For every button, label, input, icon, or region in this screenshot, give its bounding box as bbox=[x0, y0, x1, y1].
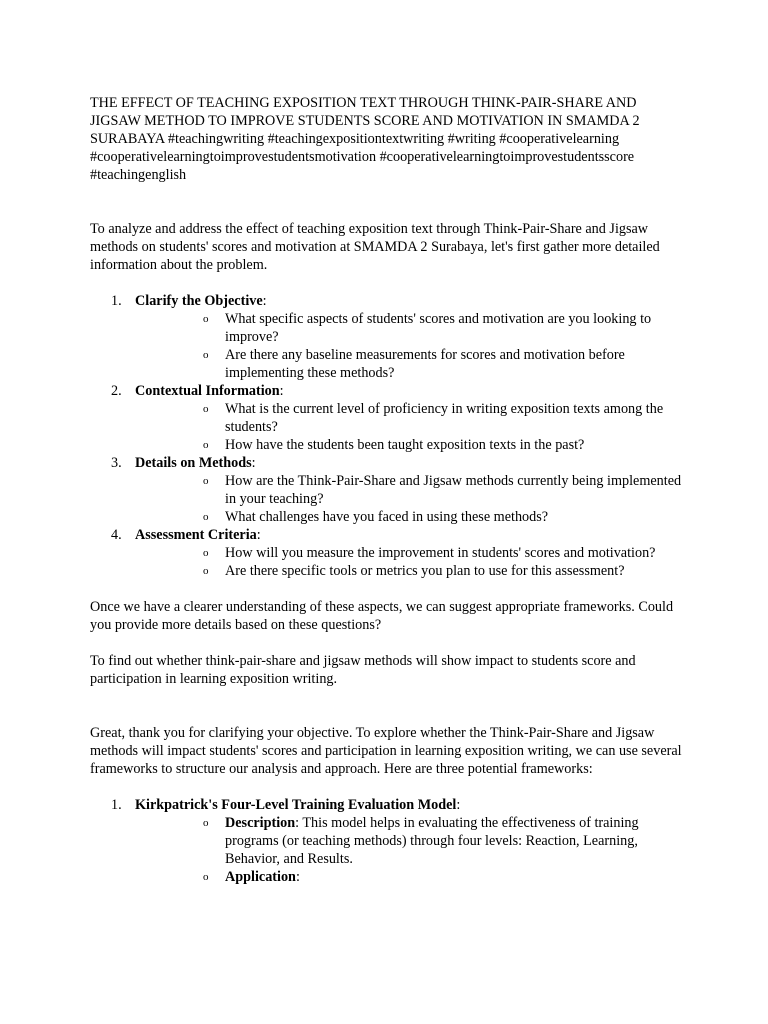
question-list bbox=[90, 292, 690, 580]
heading-colon: : bbox=[262, 293, 267, 309]
question-item bbox=[135, 544, 690, 562]
heading-colon: : bbox=[251, 455, 256, 471]
objective-paragraph: To find out whether think-pair-share and jigsaw methods will show impact to students score and participation in learning exposition writing. bbox=[90, 653, 636, 687]
framework-heading: Kirkpatrick's Four-Level Training Evaluation Model bbox=[135, 797, 457, 813]
bullet-icon: o bbox=[203, 871, 209, 883]
list-number: 2. bbox=[111, 383, 122, 399]
question-text: What specific aspects of students' scores and motivation are you looking to improve? bbox=[225, 311, 652, 345]
bullet-icon: o bbox=[203, 475, 209, 487]
list-number: 4. bbox=[111, 527, 122, 543]
question-text: How will you measure the improvement in students' scores and motivation? bbox=[225, 545, 656, 561]
list-number: 3. bbox=[111, 455, 122, 471]
sub-item-application bbox=[135, 868, 690, 886]
question-item bbox=[135, 346, 690, 382]
description-label: Description bbox=[225, 815, 296, 831]
spacer bbox=[90, 184, 690, 220]
application-text: : bbox=[295, 869, 300, 885]
heading-colon: : bbox=[279, 383, 284, 399]
question-text: Are there specific tools or metrics you plan to use for this assessment? bbox=[225, 563, 625, 579]
question-sublist bbox=[135, 310, 690, 382]
spacer bbox=[90, 580, 690, 598]
heading-colon: : bbox=[256, 527, 261, 543]
framework-list bbox=[90, 796, 690, 886]
framework-sublist bbox=[135, 814, 690, 886]
heading-colon: : bbox=[456, 797, 461, 813]
application-label: Application bbox=[225, 869, 296, 885]
bullet-icon: o bbox=[203, 403, 209, 415]
spacer bbox=[90, 778, 690, 796]
question-group bbox=[90, 526, 690, 580]
question-group-heading: Clarify the Objective bbox=[135, 293, 263, 309]
sub-item-description bbox=[135, 814, 690, 868]
question-sublist bbox=[135, 400, 690, 454]
document-content bbox=[90, 94, 690, 886]
spacer bbox=[90, 634, 690, 652]
question-item bbox=[135, 472, 690, 508]
question-group bbox=[90, 454, 690, 526]
question-group-heading: Contextual Information bbox=[135, 383, 280, 399]
list-number: 1. bbox=[111, 293, 122, 309]
bullet-icon: o bbox=[203, 547, 209, 559]
description-text: : This model helps in evaluating the effectiveness of training programs (or teaching methods) through four levels: Reaction, Learning, Behavior, and Results. bbox=[225, 815, 639, 867]
spacer bbox=[90, 274, 690, 292]
response-paragraph: Great, thank you for clarifying your objective. To explore whether the Think-Pair-Share and Jigsaw methods will impact students' scores and participation in learning exposition writing, we can use several frameworks to structure our analysis and approach. Here are three potential frameworks: bbox=[90, 725, 682, 777]
question-sublist bbox=[135, 472, 690, 526]
intro-paragraph: To analyze and address the effect of teaching exposition text through Think-Pair-Share and Jigsaw methods on students' scores and motivation at SMAMDA 2 Surabaya, let's first gather more detailed information about the problem. bbox=[90, 221, 660, 273]
followup-paragraph: Once we have a clearer understanding of these aspects, we can suggest appropriate frameworks. Could you provide more details based on these questions? bbox=[90, 599, 674, 633]
question-item bbox=[135, 310, 690, 346]
question-text: What challenges have you faced in using these methods? bbox=[225, 509, 549, 525]
question-item bbox=[135, 562, 690, 580]
question-text: Are there any baseline measurements for scores and motivation before implementing these methods? bbox=[225, 347, 625, 381]
document-title: THE EFFECT OF TEACHING EXPOSITION TEXT THROUGH THINK-PAIR-SHARE AND JIGSAW METHOD TO IMPROVE STUDENTS SCORE AND MOTIVATION IN SMAMDA 2 SURABAYA #teachingwriting #teachingexpositiontextwriting #writing #cooperativelearning #cooperativelearningtoimprovestudentsmotivation #cooperativelearningtoimprovestudentsscore #teachingenglish bbox=[90, 95, 640, 183]
question-text: What is the current level of proficiency in writing exposition texts among the students? bbox=[225, 401, 664, 435]
bullet-icon: o bbox=[203, 313, 209, 325]
bullet-icon: o bbox=[203, 439, 209, 451]
spacer bbox=[90, 688, 690, 724]
question-group-heading: Assessment Criteria bbox=[135, 527, 257, 543]
question-group bbox=[90, 292, 690, 382]
question-text: How are the Think-Pair-Share and Jigsaw methods currently being implemented in your teaching? bbox=[225, 473, 682, 507]
bullet-icon: o bbox=[203, 511, 209, 523]
question-item bbox=[135, 400, 690, 436]
question-item bbox=[135, 508, 690, 526]
question-sublist bbox=[135, 544, 690, 580]
bullet-icon: o bbox=[203, 565, 209, 577]
bullet-icon: o bbox=[203, 349, 209, 361]
question-group bbox=[90, 382, 690, 454]
question-item bbox=[135, 436, 690, 454]
question-text: How have the students been taught exposition texts in the past? bbox=[225, 437, 585, 453]
bullet-icon: o bbox=[203, 817, 209, 829]
question-group-heading: Details on Methods bbox=[135, 455, 252, 471]
list-number: 1. bbox=[111, 797, 122, 813]
framework-item bbox=[90, 796, 690, 886]
